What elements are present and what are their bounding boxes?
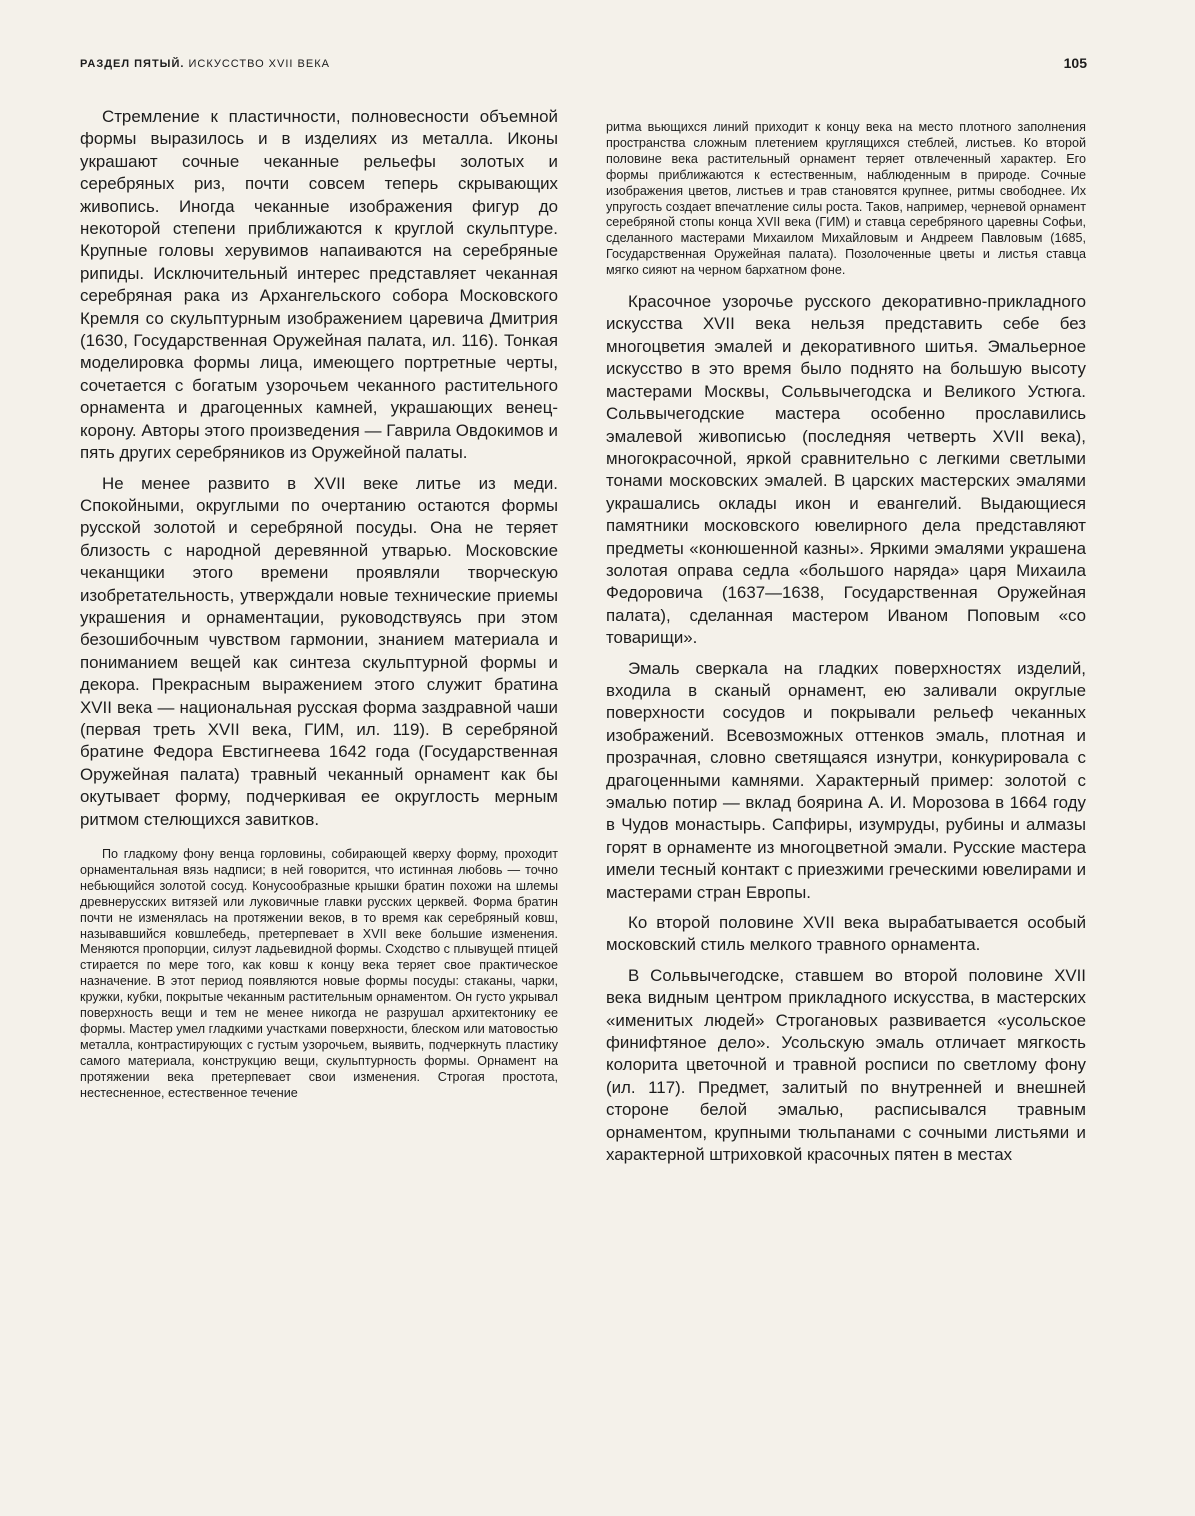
paragraph: Эмаль сверкала на гладких поверхностях изделий, входила в сканый орнамент, ею заливали округлые поверхности сосудов и покрывали рельеф чеканных изображений. Всевозможных оттенков эмаль, плотная и прозрачная, словно светящаяся изнутри, конкурировала с драгоценными камнями. Характерный пример: золотой с эмалью потир — вклад боярина А. И. Морозова в 1664 году в Чудов монастырь. Сапфиры, изумруды, рубины и алмазы горят в орнаменте из многоцветной эмали. Русские мастера имели тесный контакт с приезжими греческими ювелирами и мастерами стран Европы. [606,658,1086,902]
paragraph: В Сольвычегодске, ставшем во второй половине XVII века видным центром прикладного искусства, в мастерских «именитых людей» Строгановых развивается «усольское финифтяное дело». Усольскую эмаль отличает мягкость колорита цветочной и травной росписи по светлому фону (ил. 117). Предмет, залитый по внутренней и внешней стороне белой эмалью, расписывался травным орнаментом, крупными тюльпанами с сочными листьями и характерной штриховкой красочных пятен в местах [606,965,1086,1165]
small-print-note [80,847,558,1102]
right-column [606,104,1086,1167]
left-body-text [80,106,558,831]
section-label: РАЗДЕЛ ПЯТЫЙ. [80,58,185,70]
note-paragraph: По гладкому фону венца горловины, собирающей кверху форму, проходит орнаментальная вязь надписи; в ней говорится, что истинная любовь — точно небьющийся золотой сосуд. Конусообразные крышки братин похожи на шлемы древнерусских витязей или луковичные главки русских церквей. Форма братин почти не изменялась на протяжении веков, в то время как серебряный ковш, называвшийся ковшлебедь, претерпевает в XVII веке большие изменения. Меняются пропорции, силуэт ладьевидной формы. Сходство с плывущей птицей стирается по мере того, как ковш к концу века теряет свое практическое назначение. В этот период появляются новые формы посуды: стаканы, чарки, кружки, кубки, покрытые чеканным растительным орнаментом. Он густо укрывал поверхность вещи и тем не менее никогда не разрушал архитектонику ее формы. Мастер умел гладкими участками поверхности, блеском или матовостью металла, контрастирующих с густым узорочьем, выявить, подчеркнуть пластику самого материала, конструкцию вещи, скульптурность формы. Орнамент на протяжении века претерпевает свои изменения. Строгая простота, нестесненное, естественное течение [80,847,558,1100]
section-subtitle: ИСКУССТВО XVII ВЕКА [188,58,330,70]
page-number: 105 [1063,55,1087,71]
paragraph: Ко второй половине XVII века вырабатывается особый московский стиль мелкого травного орнамента. [606,913,1086,955]
right-body-text [606,291,1086,1166]
left-column [80,106,558,1102]
small-print-note-continued [606,120,1086,279]
paragraph: Не менее развито в XVII веке литье из меди. Спокойными, округлыми по очертанию остаются формы русской золотой и серебряной посуды. Она не теряет близость с народной деревянной утварью. Московские чеканщики этого времени проявляли творческую изобретательность, утверждали новые технические приемы украшения и орнаментации, руководствуясь при этом безошибочным чувством гармонии, знанием материала и пониманием вещей как синтеза скульптурной формы и декора. Прекрасным выражением этого служит братина XVII века — национальная русская форма заздравной чаши (первая треть XVII века, ГИМ, ил. 119). В серебряной братине Федора Евстигнеева 1642 года (Государственная Оружейная палата) травный чеканный орнамент как бы окутывает форму, подчеркивая ее округлость мерным ритмом стелющихся завитков. [80,473,558,829]
paragraph: Красочное узорочье русского декоративно-прикладного искусства XVII века нельзя представить себе без многоцветия эмалей и декоративного шитья. Эмальерное искусство в это время было поднято на большую высоту мастерами Москвы, Сольвычегодска и Великого Устюга. Сольвычегодские мастера особенно прославились эмалевой живописью (последняя четверть XVII века), многокрасочной, яркой сравнительно с легкими светлыми тонами московских эмалей. В царских мастерских эмалями украшались оклады икон и евангелий. Выдающиеся памятники московского ювелирного дела представляют предметы «конюшенной казны». Яркими эмалями украшена золотая оправа седла «большого наряда» царя Михаила Федоровича (1637—1638, Государственная Оружейная палата), сделанная мастером Иваном Поповым «со товарищи». [606,292,1086,648]
running-header [80,55,1087,78]
paragraph: Стремление к пластичности, полновесности объемной формы выразилось и в изделиях из металла. Иконы украшают сочные чеканные рельефы золотых и серебряных риз, почти совсем теперь скрывающих живопись. Иногда чеканные изображения фигур до некоторой степени приближаются к круглой скульптуре. Крупные головы херувимов напаиваются на серебряные рипиды. Исключительный интерес представляет чеканная серебряная рака из Архангельского собора Московского Кремля со скульптурным изображением царевича Дмитрия (1630, Государственная Оружейная палата, ил. 116). Тонкая моделировка формы лица, имеющего портретные черты, сочетается с богатым узорочьем чеканного растительного орнамента и драгоценных камней, украшающих венец-корону. Авторы этого произведения — Гаврила Овдокимов и пять других серебряников из Оружейной палаты. [80,107,558,463]
note-paragraph: ритма вьющихся линий приходит к концу века на место плотного заполнения пространства сложным плетением круглящихся стеблей, листьев. Ко второй половине века растительный орнамент теряет отвлеченный характер. Его формы приближаются к естественным, наблюденным в природе. Сочные изображения цветов, листьев и трав становятся крупнее, ритмы свободнее. Их упругость создает впечатление силы роста. Таков, например, черневой орнамент серебряной стопы конца XVII века (ГИМ) и ставца серебряного царевны Софьи, сделанного мастерами Михаилом Михайловым и Андреем Павловым (1685, Государственная Оружейная палата). Позолоченные цветы и листья ставца мягко сияют на черном бархатном фоне. [606,120,1086,278]
